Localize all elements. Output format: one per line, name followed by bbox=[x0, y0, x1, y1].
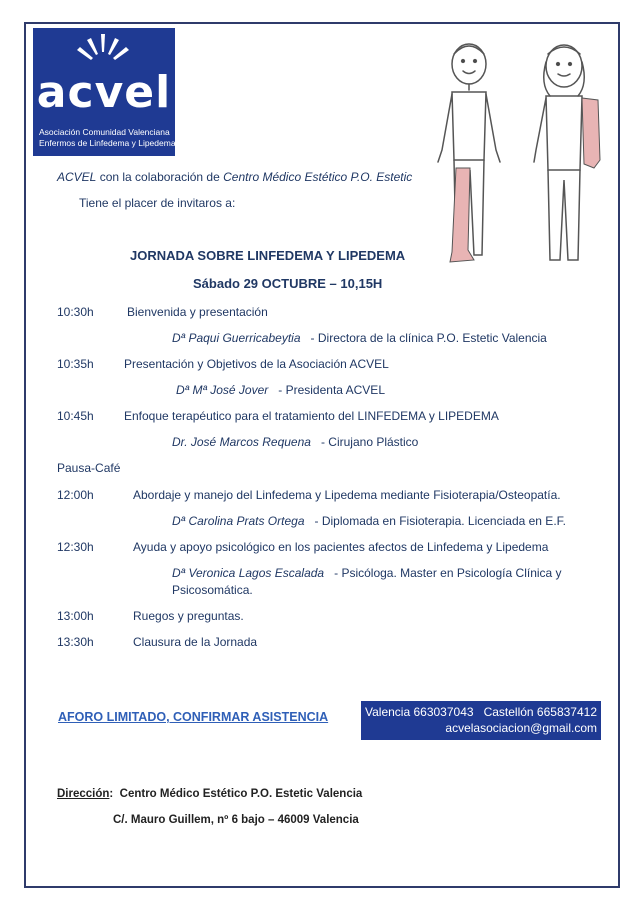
address-label: Dirección bbox=[57, 788, 110, 800]
address-street: C/. Mauro Guillem, nº 6 bajo – 46009 Valencia bbox=[113, 814, 359, 826]
acvel-logo bbox=[33, 28, 175, 156]
schedule-topic: Ayuda y apoyo psicológico en los pacientes afectos de Linfedema y Lipedema bbox=[133, 540, 549, 554]
schedule-topic: Enfoque terapéutico para el tratamiento del LINFEDEMA y LIPEDEMA bbox=[124, 409, 499, 423]
schedule-speaker: Dª Mª José Jover - Presidenta ACVEL bbox=[176, 383, 385, 397]
phone-valencia: Valencia 663037043 bbox=[365, 705, 474, 719]
event-date-time: Sábado 29 OCTUBRE – 10,15H bbox=[193, 276, 383, 291]
schedule-time: 10:45h bbox=[57, 409, 94, 423]
schedule-speaker: Dª Veronica Lagos Escalada - Psicóloga. Master en Psicología Clínica y bbox=[172, 566, 562, 580]
schedule-time: 12:30h bbox=[57, 540, 94, 554]
schedule-speaker: Dª Paqui Guerricabeytia - Directora de la clínica P.O. Estetic Valencia bbox=[172, 331, 547, 345]
org-name: ACVEL bbox=[57, 170, 97, 184]
contact-box bbox=[361, 701, 601, 740]
logo-subtitle: Asociación Comunidad Valenciana Enfermos de Linfedema y Lipedema bbox=[39, 127, 176, 148]
address-line: Dirección: Centro Médico Estético P.O. Estetic Valencia bbox=[57, 788, 363, 800]
schedule-topic: Ruegos y preguntas. bbox=[133, 609, 244, 623]
schedule-topic: Bienvenida y presentación bbox=[127, 305, 268, 319]
schedule-time: 10:35h bbox=[57, 357, 94, 371]
schedule-topic: Abordaje y manejo del Linfedema y Lipedema mediante Fisioterapia/Osteopatía. bbox=[133, 488, 561, 502]
event-title: JORNADA SOBRE LINFEDEMA Y LIPEDEMA bbox=[130, 248, 406, 263]
contact-email: acvelasociacion@gmail.com bbox=[445, 721, 597, 735]
schedule-time: 13:30h bbox=[57, 635, 94, 649]
schedule-speaker-role-cont: Psicosomática. bbox=[172, 583, 253, 597]
logo-wordmark: acvel bbox=[36, 67, 172, 118]
contact-phones bbox=[361, 704, 597, 720]
schedule-speaker: Dª Carolina Prats Ortega - Diplomada en Fisioterapia. Licenciada en E.F. bbox=[172, 514, 566, 528]
partner-name: Centro Médico Estético P.O. Estetic bbox=[223, 170, 413, 184]
phone-castellon: Castellón 665837412 bbox=[483, 705, 597, 719]
invite-line: Tiene el placer de invitaros a: bbox=[79, 196, 236, 210]
patients-illustration bbox=[424, 40, 614, 280]
schedule-topic: Presentación y Objetivos de la Asociación ACVEL bbox=[124, 357, 389, 371]
schedule-time: 12:00h bbox=[57, 488, 94, 502]
logo-rays-icon bbox=[73, 32, 133, 66]
schedule-time: 13:00h bbox=[57, 609, 94, 623]
schedule-time: 10:30h bbox=[57, 305, 94, 319]
coffee-break: Pausa-Café bbox=[57, 461, 121, 475]
intro-line bbox=[57, 170, 412, 185]
address-place: Centro Médico Estético P.O. Estetic Valencia bbox=[119, 788, 363, 800]
schedule-speaker: Dr. José Marcos Requena - Cirujano Plástico bbox=[172, 435, 419, 449]
schedule-topic: Clausura de la Jornada bbox=[133, 635, 258, 649]
intro-mid: con la colaboración de bbox=[96, 170, 224, 184]
limited-capacity-notice: AFORO LIMITADO, CONFIRMAR ASISTENCIA bbox=[58, 710, 329, 724]
